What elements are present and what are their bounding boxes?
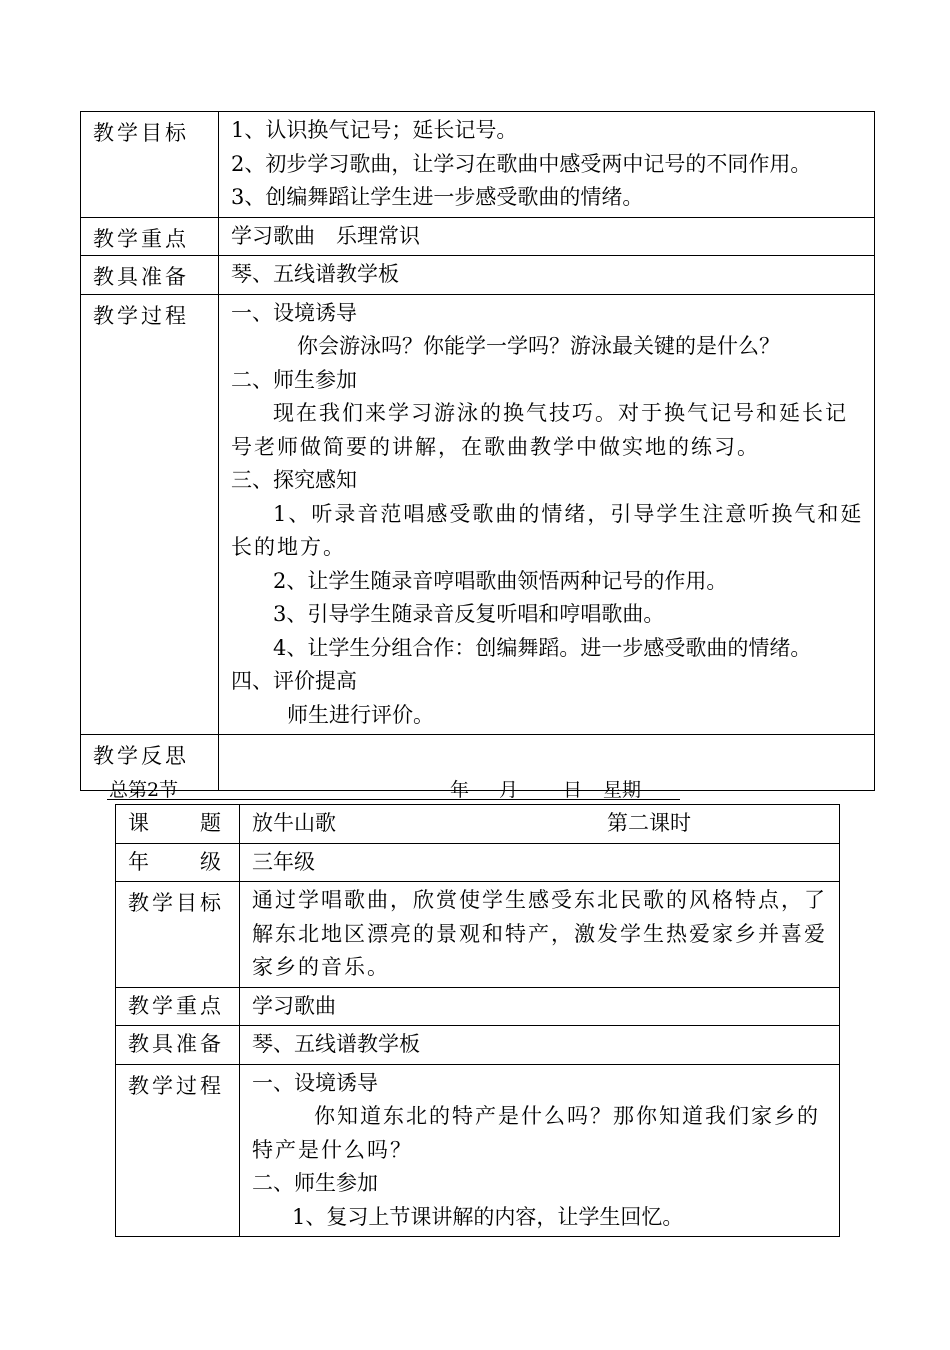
tools-text: 琴、五线谱教学板 — [231, 262, 399, 286]
process2-step-2-title: 二、师生参加 — [252, 1171, 378, 1195]
process2-step-1-title: 一、设境诱导 — [252, 1070, 378, 1095]
process-step-3-item-2: 2、让学生随录音哼唱歌曲领悟两种记号的作用。 — [273, 568, 728, 593]
tools-text-2: 琴、五线谱教学板 — [252, 1032, 420, 1056]
process-row-2 — [116, 1064, 840, 1237]
tools-row-2 — [116, 1026, 840, 1065]
process-row — [81, 294, 875, 735]
process-step-3-item-3: 3、引导学生随录音反复听唱和哼唱歌曲。 — [273, 602, 665, 626]
grade-row — [116, 843, 840, 882]
topic-content — [240, 805, 840, 844]
focus-label: 教学重点 — [81, 217, 219, 256]
lesson-plan-table-2 — [115, 804, 840, 1237]
process-step-2-title: 二、师生参加 — [231, 367, 357, 392]
goal-label-2: 教学目标 — [116, 882, 240, 988]
goal-item-3: 3、创编舞蹈让学生进一步感受歌曲的情绪。 — [231, 185, 644, 209]
focus-text: 学习歌曲 乐理常识 — [231, 223, 420, 248]
period-text: 第二课时 — [607, 811, 691, 835]
focus-label-2: 教学重点 — [116, 987, 240, 1026]
focus-content — [219, 217, 875, 256]
tools-label-2: 教具准备 — [116, 1026, 240, 1065]
goal-content — [219, 112, 875, 218]
process-content-2 — [240, 1064, 840, 1237]
tools-row — [81, 256, 875, 295]
process-step-3-title: 三、探究感知 — [231, 468, 357, 492]
goal-label: 教学目标 — [81, 112, 219, 218]
year-label: 年 — [450, 779, 470, 801]
process2-step-2-item-1: 1、复习上节课讲解的内容，让学生回忆。 — [292, 1204, 684, 1229]
process-content — [219, 294, 875, 735]
process-step-3-item-1: 1、听录音范唱感受歌曲的情绪，引导学生注意听换气和延长的地方。 — [231, 501, 864, 559]
focus-row-2 — [116, 987, 840, 1026]
process-step-1-title: 一、设境诱导 — [231, 300, 357, 325]
day-label: 日 — [563, 779, 583, 801]
section-number: 总第2节 — [109, 779, 179, 801]
goal-row — [81, 112, 875, 218]
tools-content-2 — [240, 1026, 840, 1065]
goal-text-2: 通过学唱歌曲，欣赏使学生感受东北民歌的风格特点，了解东北地区漂亮的景观和特产，激发学生热爱家乡并喜爱家乡的音乐。 — [252, 888, 827, 979]
goal-row-2 — [116, 882, 840, 988]
focus-row — [81, 217, 875, 256]
grade-content — [240, 843, 840, 882]
process-label: 教学过程 — [81, 294, 219, 735]
topic-text: 放牛山歌 — [252, 811, 336, 835]
goal-content-2 — [240, 882, 840, 988]
goal-item-1: 1、认识换气记号；延长记号。 — [231, 118, 518, 142]
topic-label: 课 题 — [116, 805, 240, 844]
grade-label: 年 级 — [116, 843, 240, 882]
process-step-4-text: 师生进行评价。 — [287, 702, 434, 727]
process-step-3-item-4: 4、让学生分组合作：创编舞蹈。进一步感受歌曲的情绪。 — [273, 635, 812, 660]
process-step-2-text: 现在我们来学习游泳的换气技巧。对于换气记号和延长记号老师做简要的讲解，在歌曲教学中做实地的练习。 — [231, 401, 848, 459]
topic-row — [116, 805, 840, 844]
lesson-header — [107, 775, 680, 800]
goal-item-2: 2、初步学习歌曲，让学习在歌曲中感受两中记号的不同作用。 — [231, 151, 812, 176]
process2-step-1-text: 你知道东北的特产是什么吗？那你知道我们家乡的特产是什么吗？ — [252, 1104, 820, 1162]
reflect-label: 教学反思 — [81, 735, 219, 791]
grade-text: 三年级 — [252, 849, 315, 874]
process-step-4-title: 四、评价提高 — [231, 669, 357, 693]
month-label: 月 — [499, 779, 519, 801]
weekday-label: 星期 — [603, 779, 642, 801]
tools-label: 教具准备 — [81, 256, 219, 295]
process-label-2: 教学过程 — [116, 1064, 240, 1237]
process-step-1-text: 你会游泳吗？你能学一学吗？游泳最关键的是什么？ — [297, 334, 780, 358]
focus-text-2: 学习歌曲 — [252, 993, 336, 1018]
focus-content-2 — [240, 987, 840, 1026]
tools-content — [219, 256, 875, 295]
lesson-plan-table-1 — [80, 111, 875, 791]
